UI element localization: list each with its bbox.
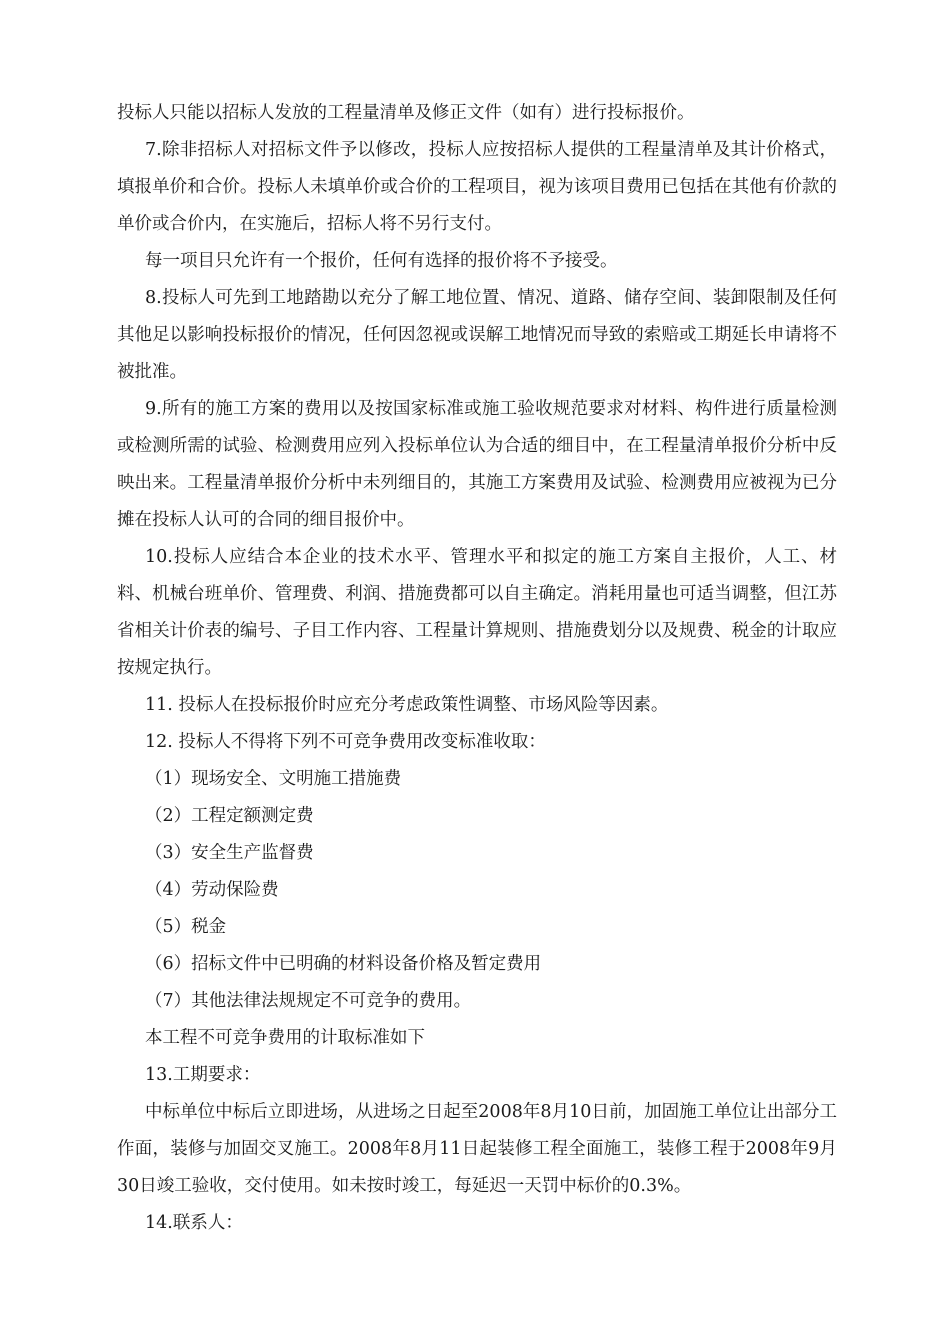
list-item-fee-6: （6）招标文件中已明确的材料设备价格及暂定费用	[145, 954, 542, 974]
list-item-fee-7: （7）其他法律法规规定不可竞争的费用。	[145, 991, 472, 1011]
paragraph-single-quote: 每一项目只允许有一个报价，任何有选择的报价将不予接受。	[145, 251, 618, 271]
paragraph-item-11: 11. 投标人在投标报价时应充分考虑政策性调整、市场风险等因素。	[145, 695, 669, 715]
paragraph-item-8: 8.投标人可先到工地踏勘以充分了解工地位置、情况、道路、储存空间、装卸限制及任何其他足以影响投标报价的情况，任何因忽视或误解工地情况而导致的索赔或工期延长申请将不被批准。	[117, 288, 837, 382]
list-item-fee-2: （2）工程定额测定费	[145, 806, 314, 826]
list-item-fee-4: （4）劳动保险费	[145, 880, 279, 900]
paragraph-item-13-heading: 13.工期要求：	[145, 1065, 261, 1085]
document-body	[117, 95, 837, 1242]
paragraph-fee-standard: 本工程不可竞争费用的计取标准如下	[145, 1028, 425, 1048]
list-item-fee-3: （3）安全生产监督费	[145, 843, 314, 863]
paragraph-item-14-heading: 14.联系人：	[145, 1213, 243, 1233]
paragraph-continuation: 投标人只能以招标人发放的工程量清单及修正文件（如有）进行投标报价。	[117, 103, 695, 123]
paragraph-item-12: 12. 投标人不得将下列不可竞争费用改变标准收取：	[145, 732, 546, 752]
list-item-fee-5: （5）税金	[145, 917, 227, 937]
paragraph-item-9: 9.所有的施工方案的费用以及按国家标准或施工验收规范要求对材料、构件进行质量检测或检测所需的试验、检测费用应列入投标单位认为合适的细目中，在工程量清单报价分析中反映出来。工程量清单报价分析中未列细目的，其施工方案费用及试验、检测费用应被视为已分摊在投标人认可的合同的细目报价中。	[117, 399, 837, 530]
paragraph-schedule: 中标单位中标后立即进场，从进场之日起至2008年8月10日前，加固施工单位让出部分工作面，装修与加固交叉施工。2008年8月11日起装修工程全面施工，装修工程于2008年9月30日竣工验收，交付使用。如未按时竣工，每延迟一天罚中标价的0.3%。	[117, 1102, 837, 1196]
list-item-fee-1: （1）现场安全、文明施工措施费	[145, 769, 402, 789]
paragraph-item-7: 7.除非招标人对招标文件予以修改，投标人应按招标人提供的工程量清单及其计价格式，填报单价和合价。投标人未填单价或合价的工程项目，视为该项目费用已包括在其他有价款的单价或合价内，在实施后，招标人将不另行支付。	[117, 140, 837, 234]
paragraph-item-10: 10.投标人应结合本企业的技术水平、管理水平和拟定的施工方案自主报价，人工、材料、机械台班单价、管理费、利润、措施费都可以自主确定。消耗用量也可适当调整，但江苏省相关计价表的编号、子目工作内容、工程量计算规则、措施费划分以及规费、税金的计取应按规定执行。	[117, 547, 837, 678]
